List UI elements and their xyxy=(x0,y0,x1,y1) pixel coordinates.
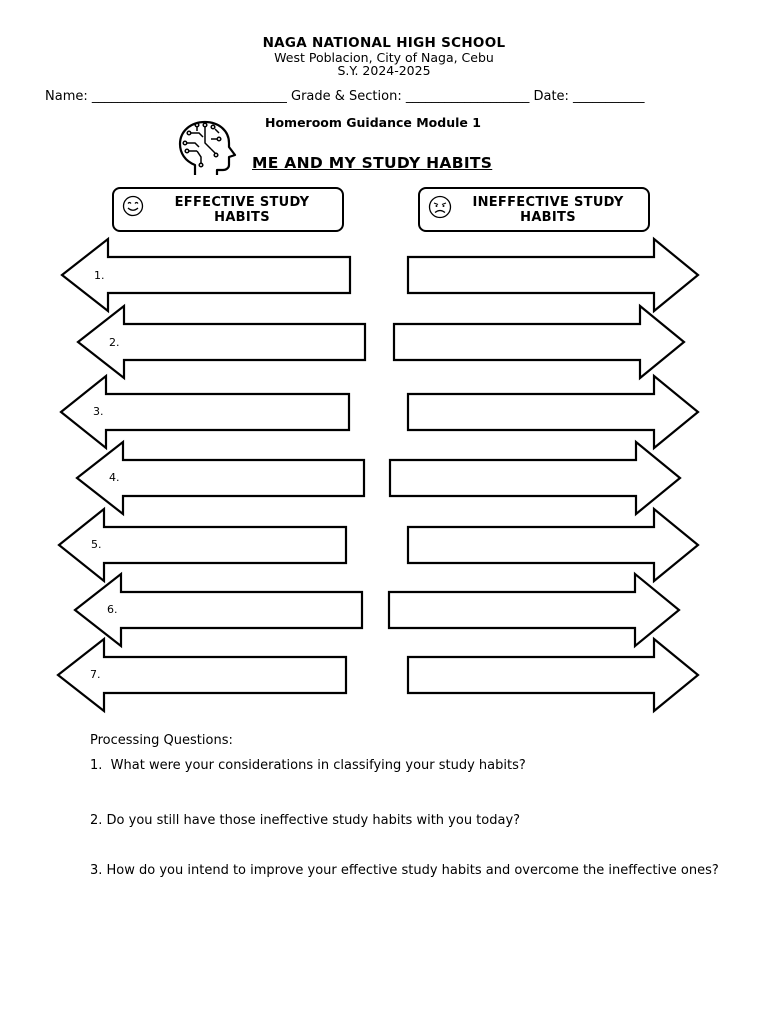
effective-label-line2: HABITS xyxy=(214,210,270,225)
module-label: Homeroom Guidance Module 1 xyxy=(265,115,481,130)
effective-habit-arrow-4 xyxy=(77,442,364,514)
ineffective-habit-arrow-5 xyxy=(408,509,698,581)
habit-number-2: 2. xyxy=(109,336,120,349)
habit-number-4: 4. xyxy=(109,471,120,484)
effective-habit-arrow-7 xyxy=(58,639,346,711)
ineffective-habit-arrow-1 xyxy=(408,239,698,311)
school-name: NAGA NATIONAL HIGH SCHOOL xyxy=(262,35,506,51)
school-address: West Poblacion, City of Naga, Cebu xyxy=(274,50,494,65)
effective-habit-arrow-3 xyxy=(61,376,349,448)
ineffective-habit-arrow-6 xyxy=(389,574,679,646)
ineffective-habit-arrow-7 xyxy=(408,639,698,711)
ineffective-label-line2: HABITS xyxy=(520,210,576,225)
question-3: 3. How do you intend to improve your effective study habits and overcome the ineffective ones? xyxy=(90,863,719,878)
habit-number-7: 7. xyxy=(90,668,101,681)
school-year: S.Y. 2024-2025 xyxy=(337,63,431,78)
habit-number-5: 5. xyxy=(91,538,102,551)
question-2: 2. Do you still have those ineffective study habits with you today? xyxy=(90,813,521,828)
effective-habit-arrow-6 xyxy=(75,574,362,646)
page-title: ME AND MY STUDY HABITS xyxy=(252,154,493,172)
effective-habit-arrow-2 xyxy=(78,306,365,378)
ineffective-habit-arrow-3 xyxy=(408,376,698,448)
ineffective-label-line1: INEFFECTIVE STUDY xyxy=(472,195,624,210)
effective-habit-arrow-5 xyxy=(59,509,346,581)
effective-habit-arrow-1 xyxy=(62,239,350,311)
effective-label-line1: EFFECTIVE STUDY xyxy=(174,195,310,210)
ineffective-habit-arrow-2 xyxy=(394,306,684,378)
student-info-line: Name: ______________________________ Grade & Section: ___________________ Date: ___________ xyxy=(45,89,645,104)
habit-number-6: 6. xyxy=(107,603,118,616)
ineffective-habit-arrow-4 xyxy=(390,442,680,514)
habit-number-3: 3. xyxy=(93,405,104,418)
processing-title: Processing Questions: xyxy=(90,733,233,748)
habit-number-1: 1. xyxy=(94,269,105,282)
question-1: 1. What were your considerations in classifying your study habits? xyxy=(90,758,526,773)
